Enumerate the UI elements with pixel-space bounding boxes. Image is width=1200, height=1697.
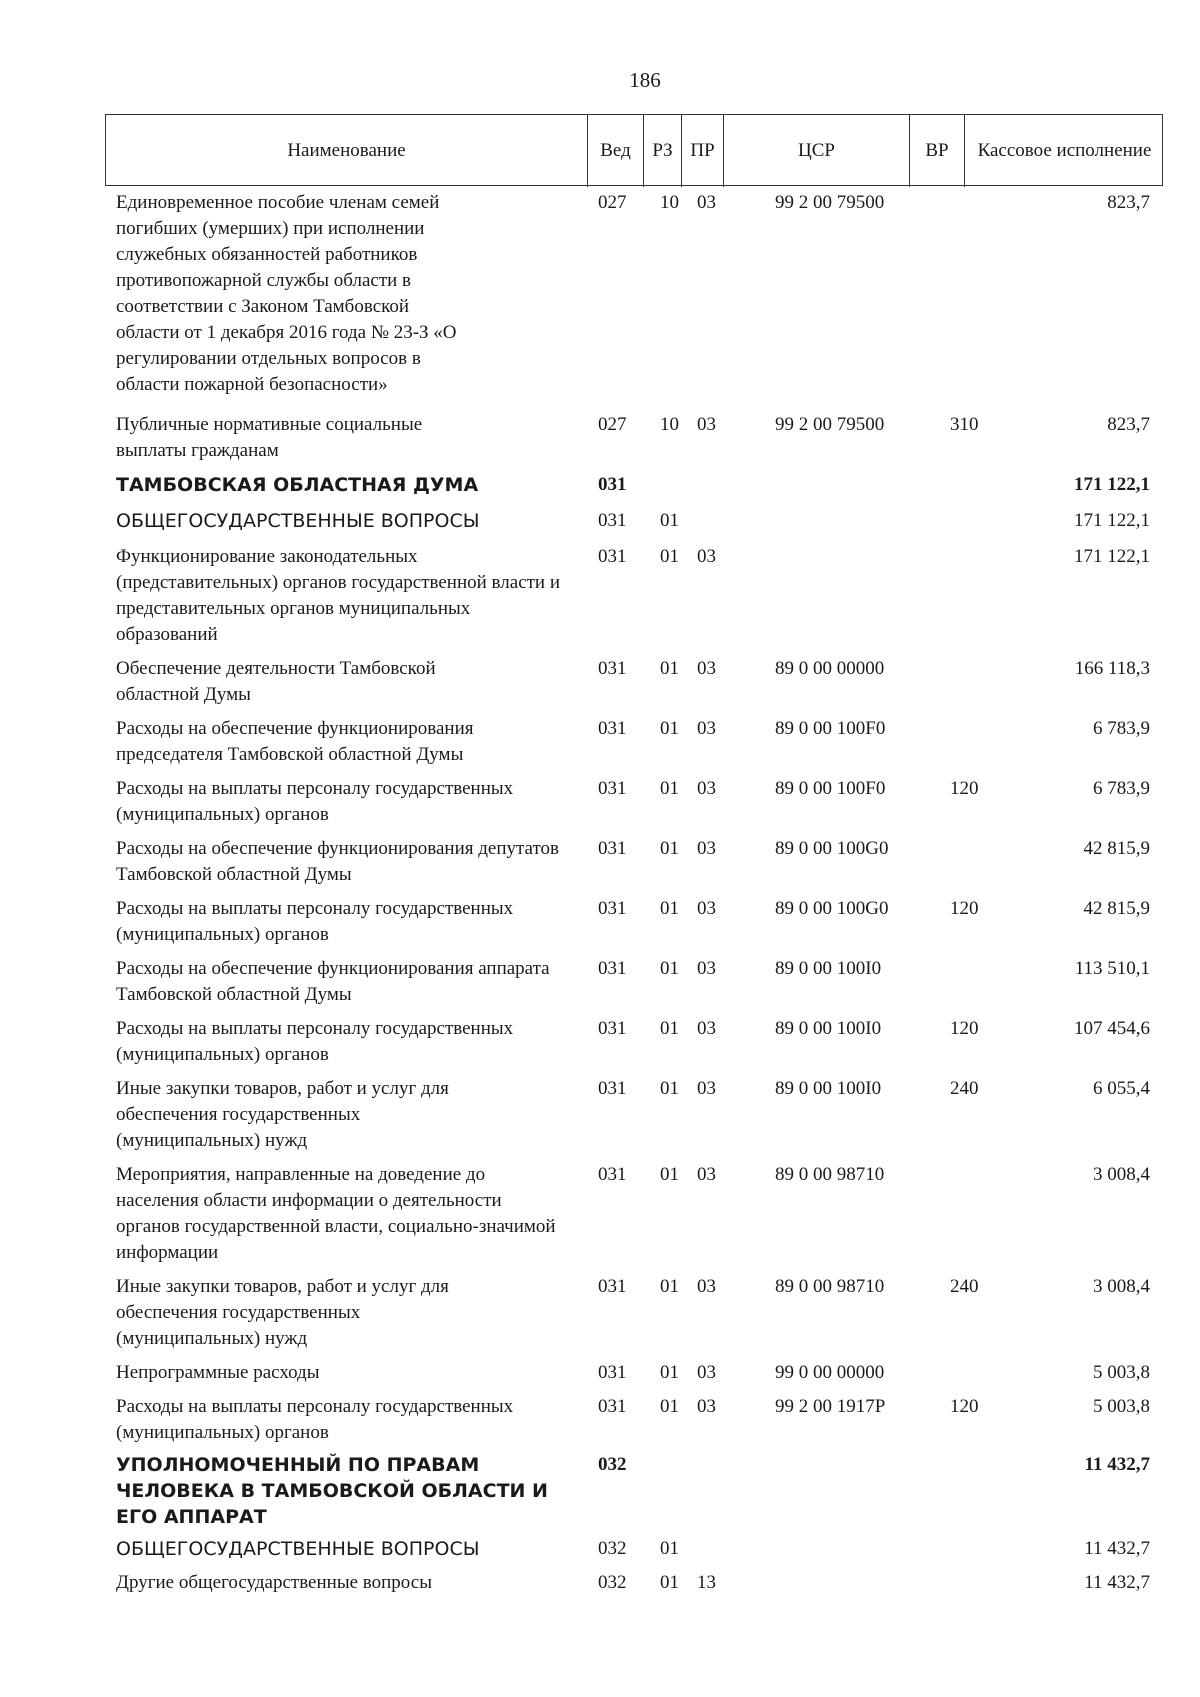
row-ved: 031 [598, 778, 627, 799]
row-name: Расходы на обеспечение функционирования председателя Тамбовской областной Думы [116, 718, 474, 765]
row-pr: 03 [697, 1276, 716, 1297]
row-cash: 11 432,7 [1084, 1572, 1150, 1593]
row-name: УПОЛНОМОЧЕННЫЙ ПО ПРАВАМ ЧЕЛОВЕКА В ТАМБОВСКОЙ ОБЛАСТИ И ЕГО АППАРАТ [116, 1454, 548, 1528]
row-name: Иные закупки товаров, работ и услуг для обеспечения государственных (муниципальных) нужд [116, 1078, 449, 1151]
row-rz: 01 [660, 658, 679, 679]
row-name: Мероприятия, направленные на доведение до населения области информации о деятельности органов государственной власти, социально-значимой информации [116, 1164, 556, 1263]
row-rz: 01 [660, 778, 679, 799]
row-cash: 6 783,9 [1093, 778, 1150, 799]
row-rz: 10 [660, 192, 679, 213]
row-name: Функционирование законодательных (представительных) органов государственной власти и представительных органов муниципальных образований [116, 546, 561, 645]
row-name: ОБЩЕГОСУДАРСТВЕННЫЕ ВОПРОСЫ [116, 1538, 480, 1560]
row-pr: 03 [697, 414, 716, 435]
row-csr: 89 0 00 100I0 [775, 1078, 882, 1099]
row-name: Расходы на обеспечение функционирования депутатов Тамбовской областной Думы [116, 838, 559, 885]
row-rz: 10 [660, 414, 679, 435]
row-pr: 03 [697, 1078, 716, 1099]
row-cash: 107 454,6 [1074, 1018, 1150, 1039]
header-rz: РЗ [644, 115, 682, 187]
row-pr: 03 [697, 958, 716, 979]
row-csr: 89 0 00 98710 [775, 1164, 885, 1185]
row-pr: 03 [697, 1164, 716, 1185]
row-rz: 01 [660, 1164, 679, 1185]
row-ved: 031 [598, 546, 627, 567]
row-ved: 032 [598, 1538, 627, 1559]
row-pr: 03 [697, 1018, 716, 1039]
row-ved: 031 [598, 958, 627, 979]
row-pr: 03 [697, 546, 716, 567]
row-ved: 032 [598, 1454, 627, 1475]
row-ved: 031 [598, 838, 627, 859]
row-csr: 89 0 00 100I0 [775, 958, 882, 979]
row-name: Расходы на выплаты персоналу государственных (муниципальных) органов [116, 1396, 514, 1443]
row-rz: 01 [660, 1276, 679, 1297]
row-ved: 031 [598, 474, 627, 495]
row-name: Расходы на обеспечение функционирования аппарата Тамбовской областной Думы [116, 958, 550, 1005]
row-ved: 031 [598, 1362, 627, 1383]
row-cash: 171 122,1 [1074, 546, 1150, 567]
row-ved: 031 [598, 1018, 627, 1039]
row-ved: 031 [598, 1164, 627, 1185]
row-cash: 171 122,1 [1074, 474, 1150, 495]
row-name: ОБЩЕГОСУДАРСТВЕННЫЕ ВОПРОСЫ [116, 510, 480, 532]
table-header [105, 114, 1163, 186]
row-vr: 120 [950, 778, 979, 799]
row-ved: 032 [598, 1572, 627, 1593]
row-rz: 01 [660, 1018, 679, 1039]
row-name: Публичные нормативные социальные выплаты гражданам [116, 414, 423, 461]
row-csr: 99 2 00 79500 [775, 192, 885, 213]
row-name: Расходы на выплаты персоналу государственных (муниципальных) органов [116, 778, 514, 825]
header-csr: ЦСР [724, 115, 910, 187]
row-rz: 01 [660, 1538, 679, 1559]
row-cash: 5 003,8 [1093, 1396, 1150, 1417]
row-pr: 03 [697, 898, 716, 919]
row-cash: 6 783,9 [1093, 718, 1150, 739]
row-cash: 3 008,4 [1093, 1164, 1150, 1185]
row-cash: 3 008,4 [1093, 1276, 1150, 1297]
row-pr: 03 [697, 718, 716, 739]
row-ved: 031 [598, 718, 627, 739]
row-rz: 01 [660, 510, 679, 531]
row-rz: 01 [660, 898, 679, 919]
row-rz: 01 [660, 1362, 679, 1383]
row-vr: 310 [950, 414, 979, 435]
row-name: Обеспечение деятельности Тамбовской областной Думы [116, 658, 436, 705]
page-number: 186 [629, 68, 661, 92]
row-csr: 89 0 00 00000 [775, 658, 885, 679]
header-name: Наименование [106, 115, 588, 187]
row-pr: 03 [697, 192, 716, 213]
row-cash: 11 432,7 [1084, 1454, 1150, 1475]
row-rz: 01 [660, 1396, 679, 1417]
row-rz: 01 [660, 958, 679, 979]
row-cash: 5 003,8 [1093, 1362, 1150, 1383]
row-rz: 01 [660, 1572, 679, 1593]
row-ved: 027 [598, 192, 627, 213]
row-csr: 89 0 00 98710 [775, 1276, 885, 1297]
row-vr: 120 [950, 1018, 979, 1039]
row-cash: 42 815,9 [1083, 838, 1150, 859]
row-name: Расходы на выплаты персоналу государственных (муниципальных) органов [116, 898, 514, 945]
row-ved: 031 [598, 1078, 627, 1099]
row-csr: 89 0 00 100G0 [775, 898, 889, 919]
row-pr: 03 [697, 658, 716, 679]
row-rz: 01 [660, 1078, 679, 1099]
row-csr: 99 0 00 00000 [775, 1362, 885, 1383]
row-ved: 031 [598, 898, 627, 919]
row-csr: 89 0 00 100G0 [775, 838, 889, 859]
row-vr: 120 [950, 1396, 979, 1417]
row-cash: 171 122,1 [1074, 510, 1150, 531]
row-pr: 03 [697, 778, 716, 799]
row-name: ТАМБОВСКАЯ ОБЛАСТНАЯ ДУМА [116, 474, 479, 496]
row-cash: 113 510,1 [1074, 958, 1150, 979]
row-cash: 6 055,4 [1093, 1078, 1150, 1099]
row-cash: 11 432,7 [1084, 1538, 1150, 1559]
row-cash: 823,7 [1107, 414, 1150, 435]
row-rz: 01 [660, 718, 679, 739]
row-csr: 89 0 00 100F0 [775, 718, 886, 739]
header-cash: Кассовое исполнение [977, 139, 1152, 161]
row-csr: 99 2 00 1917Р [775, 1396, 886, 1417]
row-cash: 166 118,3 [1074, 658, 1150, 679]
row-csr: 89 0 00 100I0 [775, 1018, 882, 1039]
row-vr: 240 [950, 1078, 979, 1099]
row-name: Непрограммные расходы [116, 1362, 320, 1383]
row-pr: 03 [697, 1362, 716, 1383]
row-ved: 027 [598, 414, 627, 435]
row-ved: 031 [598, 658, 627, 679]
row-cash: 823,7 [1107, 192, 1150, 213]
row-name: Единовременное пособие членам семей погибших (умерших) при исполнении служебных обязанностей работников противопожарной службы области в соответствии с Законом Тамбовской области от 1 декабря 2016 года № 23-З «О регулировании отдельных вопросов в области пожарной безопасности» [116, 192, 457, 395]
row-pr: 03 [697, 838, 716, 859]
row-rz: 01 [660, 838, 679, 859]
row-name: Другие общегосударственные вопросы [116, 1572, 432, 1593]
row-ved: 031 [598, 510, 627, 531]
row-ved: 031 [598, 1396, 627, 1417]
row-csr: 89 0 00 100F0 [775, 778, 886, 799]
header-ved: Вед [588, 115, 644, 187]
header-pr: ПР [682, 115, 724, 187]
header-vr: ВР [910, 115, 965, 187]
row-ved: 031 [598, 1276, 627, 1297]
row-name: Иные закупки товаров, работ и услуг для обеспечения государственных (муниципальных) нужд [116, 1276, 449, 1349]
row-vr: 240 [950, 1276, 979, 1297]
row-cash: 42 815,9 [1083, 898, 1150, 919]
row-csr: 99 2 00 79500 [775, 414, 885, 435]
row-pr: 03 [697, 1396, 716, 1417]
row-name: Расходы на выплаты персоналу государственных (муниципальных) органов [116, 1018, 514, 1065]
row-pr: 13 [697, 1572, 716, 1593]
row-vr: 120 [950, 898, 979, 919]
row-rz: 01 [660, 546, 679, 567]
